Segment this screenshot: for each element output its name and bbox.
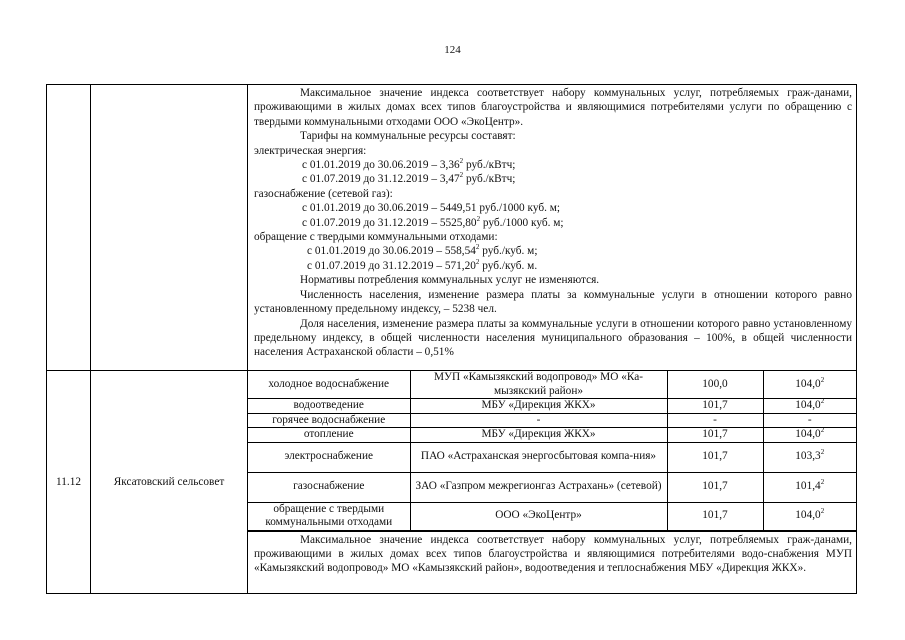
paragraph: с 01.01.2019 до 30.06.2019 – 3,36$^2$ руб./кВтч;	[302, 157, 516, 172]
service-name: электроснабжение	[248, 442, 410, 472]
provider-name: МБУ «Дирекция ЖКХ»	[410, 399, 667, 414]
index-value: 100,0	[667, 371, 763, 399]
max-index-value: 104,0$^2$	[763, 502, 856, 530]
empty-name-cell	[91, 85, 248, 371]
service-name: горячее водоснабжение	[248, 413, 410, 428]
paragraph: с 01.07.2019 до 31.12.2019 – 5525,80$^2$ руб./1000 куб. м;	[302, 214, 564, 229]
service-name: обращение с твердыми коммунальными отходами	[248, 502, 410, 530]
provider-name: ЗАО «Газпром межрегионгаз Астрахань» (сетевой)	[410, 472, 667, 502]
table-row	[47, 85, 857, 371]
provider-name: МБУ «Дирекция ЖКХ»	[410, 428, 667, 443]
index-value: 101,7	[667, 428, 763, 443]
max-index-value: -	[763, 413, 856, 428]
services-table	[248, 371, 856, 531]
provider-name: ПАО «Астраханская энергосбытовая компа-ния»	[410, 442, 667, 472]
service-name: отопление	[248, 428, 410, 443]
row-number: 11.12	[47, 371, 91, 594]
max-index-value: 104,0$^2$	[763, 428, 856, 443]
paragraph: Максимальное значение индекса соответствует набору коммунальных услуг, потребляемых граж-данами, проживающими в жилых домах всех типов благоустройства и являющимися потребителями услуги по обращению с твердыми коммунальными отходами ООО «ЭкоЦентр».	[254, 87, 852, 128]
service-name: газоснабжение	[248, 472, 410, 502]
description-text-block	[248, 85, 857, 371]
index-value: 101,7	[667, 502, 763, 530]
service-row	[248, 399, 856, 414]
table-row	[47, 371, 857, 532]
index-value: 101,7	[667, 442, 763, 472]
paragraph: газоснабжение (сетевой газ):	[254, 187, 393, 200]
index-value: -	[667, 413, 763, 428]
service-row	[248, 428, 856, 443]
max-index-value: 104,0$^2$	[763, 399, 856, 414]
page-number: 124	[444, 44, 461, 56]
tariff-table	[46, 84, 857, 594]
provider-name: МУП «Камызякский водопровод» МО «Ка-мызякский район»	[410, 371, 667, 399]
service-row	[248, 502, 856, 530]
service-name: водоотведение	[248, 399, 410, 414]
paragraph: обращение с твердыми коммунальными отходами:	[254, 231, 498, 244]
index-value: 101,7	[667, 472, 763, 502]
service-row	[248, 472, 856, 502]
provider-name: ООО «ЭкоЦентр»	[410, 502, 667, 530]
provider-name: -	[410, 413, 667, 428]
max-index-value: 104,0$^2$	[763, 371, 856, 399]
service-row	[248, 442, 856, 472]
paragraph: электрическая энергия:	[254, 144, 367, 157]
paragraph: Численность населения, изменение размера платы за коммунальные услуги в отношении которого равно установленному предельному индексу, – 5238 чел.	[254, 288, 852, 316]
empty-number-cell	[47, 85, 91, 371]
services-cell	[248, 371, 857, 532]
paragraph: с 01.01.2019 до 30.06.2019 – 5449,51 руб./1000 куб. м;	[302, 202, 561, 215]
service-name: холодное водоснабжение	[248, 371, 410, 399]
paragraph: с 01.07.2019 до 31.12.2019 – 571,20$^2$ руб./куб. м.	[307, 258, 538, 272]
conclusion-text-block	[248, 531, 857, 593]
max-index-value: 103,3$^2$	[763, 442, 856, 472]
paragraph: Доля населения, изменение размера платы за коммунальные услуги в отношении которого равно установленному предельному индексу, в общей численности населения муниципального образования – 100%, в общей численности населения Астраханской области – 0,51%	[254, 317, 852, 359]
paragraph: Максимальное значение индекса соответствует набору коммунальных услуг, потребляемых граж-данами, проживающими в жилых домах всех типов благоустройства и являющимися потребителями водо-снабжения МУП «Камызякский водопровод» МО «Камызякский район», водоотведения и теплоснабжения МБУ «Дирекция ЖКХ».	[254, 533, 852, 575]
paragraph: с 01.07.2019 до 31.12.2019 – 3,47$^2$ руб./кВтч;	[302, 171, 516, 186]
service-row	[248, 371, 856, 399]
paragraph: с 01.01.2019 до 30.06.2019 – 558,54$^2$ руб./куб. м;	[307, 243, 538, 258]
index-value: 101,7	[667, 399, 763, 414]
max-index-value: 101,4$^2$	[763, 472, 856, 502]
paragraph: Нормативы потребления коммунальных услуг не изменяются.	[300, 274, 600, 287]
municipality-name: Яксатовский сельсовет	[91, 371, 248, 594]
paragraph: Тарифы на коммунальные ресурсы составят:	[300, 130, 516, 143]
service-row	[248, 413, 856, 428]
